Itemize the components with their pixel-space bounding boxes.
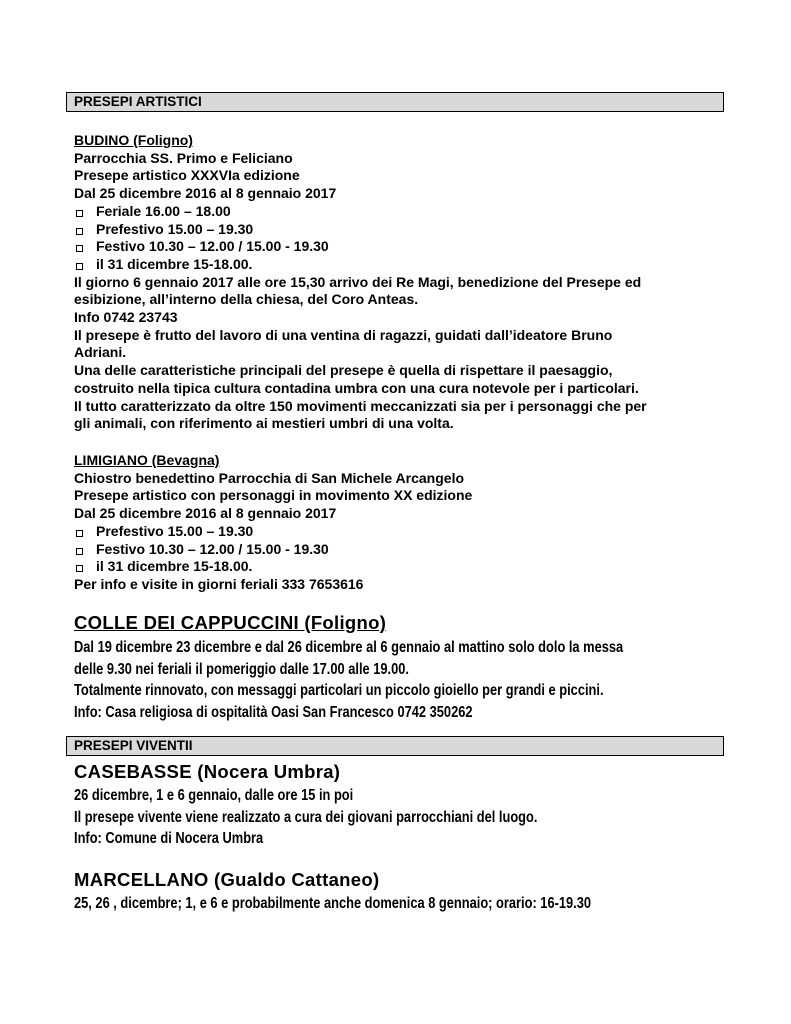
schedule-bullet: il 31 dicembre 15-18.00. (74, 558, 724, 576)
body-line: Il presepe è frutto del lavoro di una ventina di ragazzi, guidati dall’ideatore Bruno (74, 326, 613, 343)
entry-line: Dal 25 dicembre 2016 al 8 gennaio 2017 (74, 185, 337, 202)
schedule-bullet: Feriale 16.00 – 18.00 (74, 203, 724, 221)
entry-body (74, 785, 729, 850)
entry-line: Totalmente rinnovato, con messaggi particolari un piccolo gioiello per grandi e piccini. (74, 682, 604, 699)
info-line: Per info e visite in giorni feriali 333 7653616 (74, 575, 364, 592)
entry-casebasse (74, 760, 724, 850)
schedule-bullet: Prefestivo 15.00 – 19.30 (74, 523, 724, 541)
body-line: Il tutto caratterizzato da oltre 150 movimenti meccanizzati sia per i personaggi che per (74, 397, 647, 414)
entry-body (74, 637, 729, 723)
entry-title: MARCELLANO (Gualdo Cattaneo) (74, 869, 380, 890)
body-line: Una delle caratteristiche principali del presepe è quella di rispettare il paesaggio, (74, 362, 613, 379)
entry-line: 26 dicembre, 1 e 6 gennaio, dalle ore 15 in poi (74, 787, 354, 804)
entry-line: Presepe artistico XXXVIa edizione (74, 167, 300, 184)
entry-line: delle 9.30 nei feriali il pomeriggio dalle 17.00 alle 19.00. (74, 660, 409, 678)
entry-line: 25, 26 , dicembre; 1, e 6 e probabilmente anche domenica 8 gennaio; orario: 16-19.30 (74, 895, 592, 912)
entry-limigiano (74, 452, 724, 594)
schedule-bullet: Prefestivo 15.00 – 19.30 (74, 221, 724, 239)
section-header-presepi-viventi: PRESEPI VIVENTII (66, 736, 724, 756)
entry-body (74, 893, 729, 915)
body-line: costruito nella tipica cultura contadina umbra con una cura notevole per i particolari. (74, 379, 639, 396)
entry-title: COLLE DEI CAPPUCCINI (Foligno) (74, 612, 387, 633)
section-header-presepi-artistici: PRESEPI ARTISTICI (66, 92, 724, 112)
entry-line: Presepe artistico con personaggi in movimento XX edizione (74, 487, 473, 504)
body-line: Info 0742 23743 (74, 309, 178, 326)
body-line: esibizione, all’interno della chiesa, del Coro Anteas. (74, 291, 419, 308)
body-line: gli animali, con riferimento ai mestieri umbri di una volta. (74, 415, 454, 432)
entry-line: Info: Casa religiosa di ospitalità Oasi San Francesco 0742 350262 (74, 703, 473, 721)
schedule-bullet: Festivo 10.30 – 12.00 / 15.00 - 19.30 (74, 541, 724, 559)
entry-line: Dal 19 dicembre 23 dicembre e dal 26 dicembre al 6 gennaio al mattino solo dolo la messa (74, 639, 624, 656)
entry-title: BUDINO (Foligno) (74, 132, 193, 148)
entry-title: CASEBASSE (Nocera Umbra) (74, 761, 341, 782)
entry-marcellano (74, 868, 724, 915)
entry-budino (74, 132, 724, 433)
schedule-bullet: Festivo 10.30 – 12.00 / 15.00 - 19.30 (74, 238, 724, 256)
body-line: Il giorno 6 gennaio 2017 alle ore 15,30 arrivo dei Re Magi, benedizione del Presepe ed (74, 273, 642, 290)
entry-title: LIMIGIANO (Bevagna) (74, 452, 220, 468)
body-line: Adriani. (74, 344, 127, 361)
entry-line: Il presepe vivente viene realizzato a cura dei giovani parrocchiani del luogo. (74, 808, 538, 826)
entry-line: Chiostro benedettino Parrocchia di San Michele Arcangelo (74, 469, 465, 486)
schedule-bullet: il 31 dicembre 15-18.00. (74, 256, 724, 274)
entry-line: Info: Comune di Nocera Umbra (74, 830, 264, 847)
entry-line: Parrocchia SS. Primo e Feliciano (74, 149, 293, 166)
entry-line: Dal 25 dicembre 2016 al 8 gennaio 2017 (74, 505, 337, 522)
entry-colle-dei-cappuccini (74, 611, 724, 723)
